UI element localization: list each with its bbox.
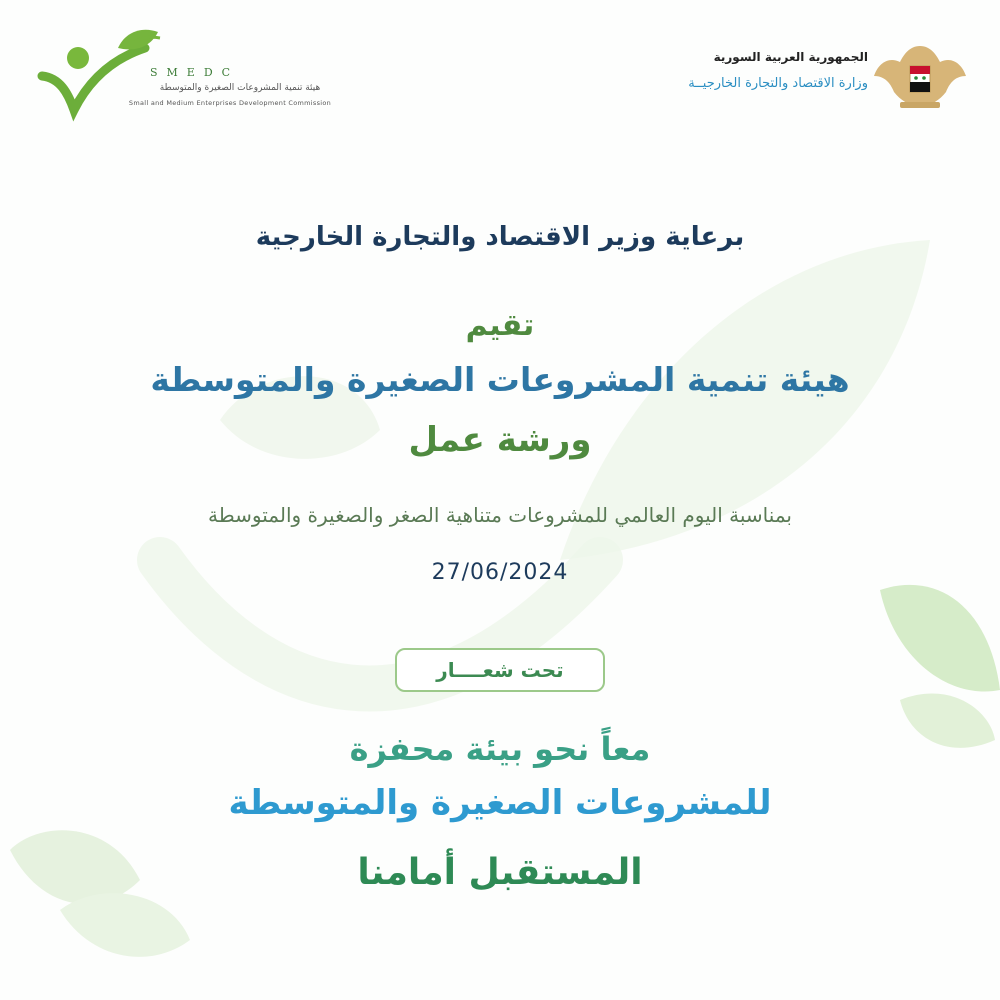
commission-name: هيئة تنمية المشروعات الصغيرة والمتوسطة	[150, 360, 850, 399]
workshop-title: ورشة عمل	[408, 420, 592, 460]
occasion-line: بمناسبة اليوم العالمي للمشروعات متناهية الصغر والصغيرة والمتوسطة	[208, 503, 792, 527]
syrian-eagle-emblem-icon	[870, 36, 970, 116]
slogan-line-1: معاً نحو بيئة محفزة	[349, 730, 651, 768]
slogan-line-2: للمشروعات الصغيرة والمتوسطة	[228, 783, 772, 823]
sponsor-line: برعاية وزير الاقتصاد والتجارة الخارجية	[255, 222, 745, 252]
slogan-label: تحت شعــــار	[436, 658, 564, 682]
slogan-label-box	[395, 648, 605, 692]
smedc-english-name: Small and Medium Enterprises Development Commission	[128, 99, 332, 107]
country-name: الجمهورية العربية السورية	[713, 50, 868, 64]
event-date: 27/06/2024	[431, 560, 569, 585]
bg-leaf-left-2-icon	[60, 893, 190, 957]
organizes-label: تقيم	[465, 308, 535, 343]
slogan-line-3: المستقبل أمامنا	[357, 852, 643, 893]
ministry-name: وزارة الاقتصاد والتجارة الخارجيــة	[688, 76, 868, 91]
smedc-arabic-name: هيئة تنمية المشروعات الصغيرة والمتوسطة	[159, 83, 321, 93]
smedc-acronym: SMEDC	[150, 66, 240, 79]
bg-leaf-right-icon	[880, 585, 1000, 692]
